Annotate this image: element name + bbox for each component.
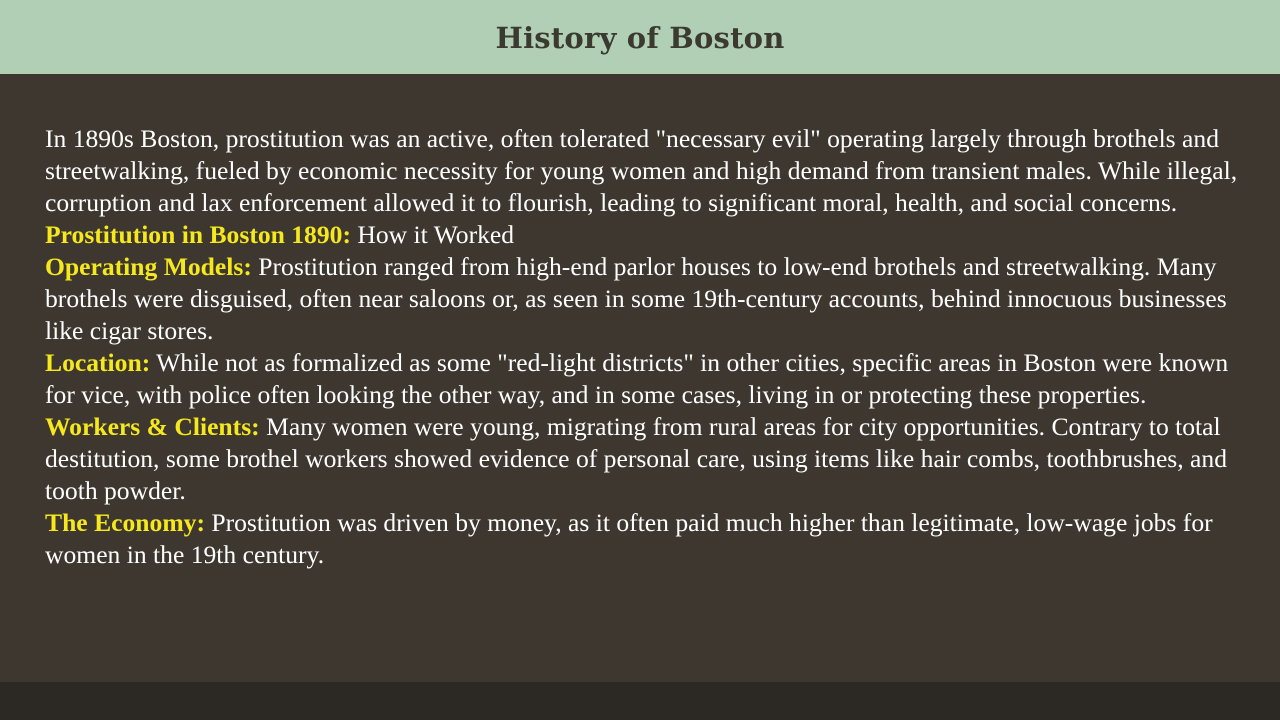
intro-paragraph: In 1890s Boston, prostitution was an active, often tolerated "necessary evil" operating largely through brothels and streetwalking, fueled by economic necessity for young women and high demand from transient males. While illegal, corruption and lax enforcement allowed it to flourish, leading to significant moral, health, and social concerns. [45,124,1238,217]
slide-body [45,123,1245,571]
section-heading: Location: [45,348,151,377]
section-text: How it Worked [350,220,515,249]
title-bar [0,0,1280,74]
section-operating-models [45,251,1245,347]
section-text: Prostitution ranged from high-end parlor houses to low-end brothels and streetwalking. Many brothels were disguised, often near saloons or, as seen in some 19th-century accounts, behind innocuous businesses like cigar stores. [45,252,1227,345]
section-heading: Workers & Clients: [45,412,260,441]
section-prostitution-in-boston [45,219,1245,251]
section-text: Prostitution was driven by money, as it often paid much higher than legitimate, low-wage jobs for women in the 19th century. [45,508,1213,569]
section-text: Many women were young, migrating from rural areas for city opportunities. Contrary to total destitution, some brothel workers showed evidence of personal care, using items like hair combs, toothbrushes, and tooth powder. [45,412,1228,505]
section-heading: Prostitution in Boston 1890: [45,220,351,249]
section-heading: The Economy: [45,508,205,537]
section-economy [45,507,1245,571]
section-location [45,347,1245,411]
slide-title: History of Boston [495,21,785,55]
section-heading: Operating Models: [45,252,252,281]
section-text: While not as formalized as some "red-light districts" in other cities, specific areas in Boston were known for vice, with police often looking the other way, and in some cases, living in or protecting these properties. [45,348,1229,409]
footer-bar [0,682,1280,720]
section-workers-clients [45,411,1245,507]
